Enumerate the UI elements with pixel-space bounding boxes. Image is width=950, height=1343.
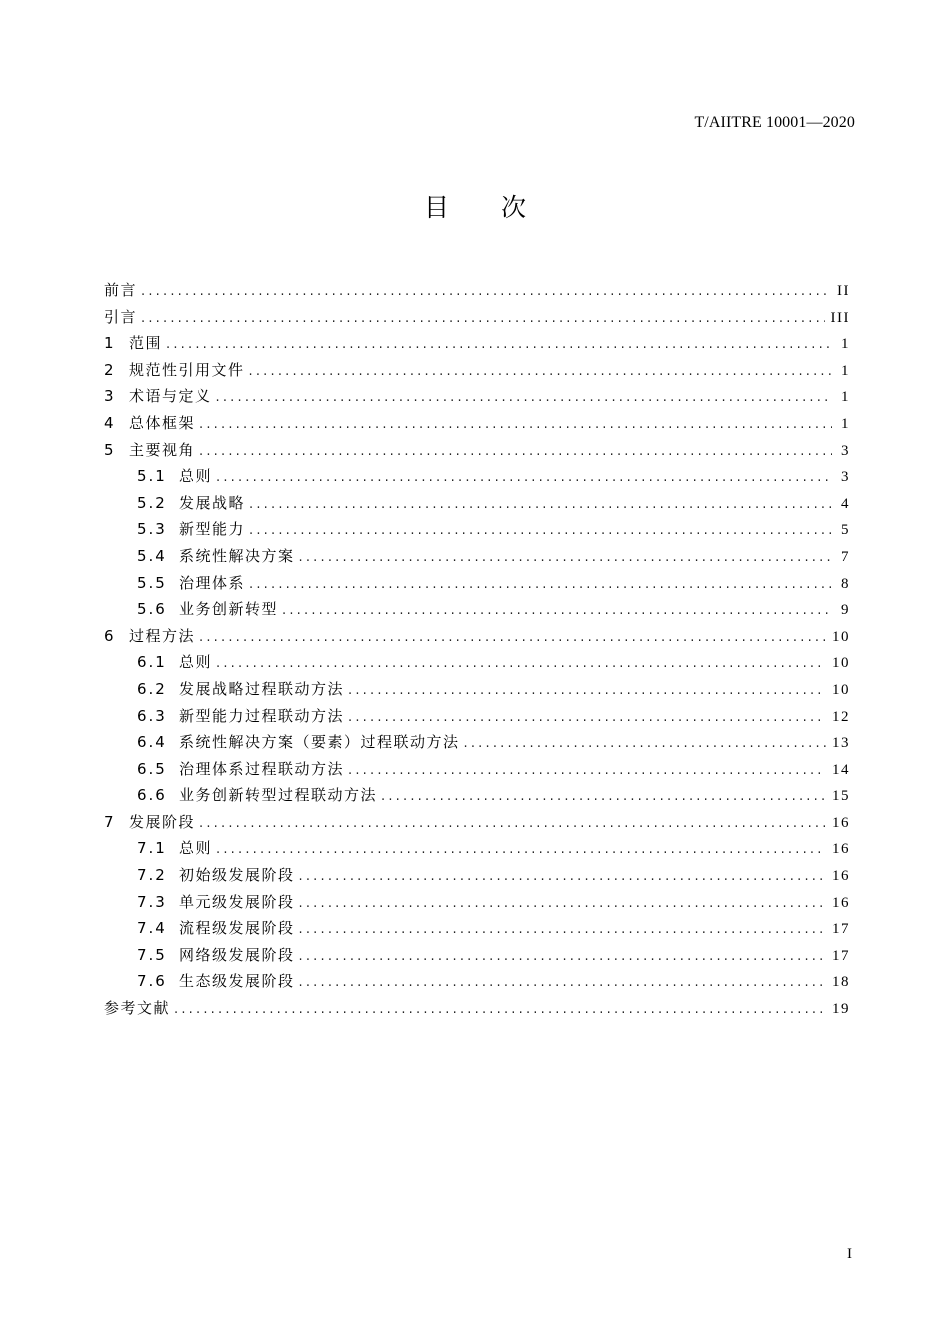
- toc-entry-number: 1: [104, 334, 115, 353]
- toc-dot-leader: [216, 651, 826, 678]
- toc-entry-number: 5.5: [137, 573, 167, 592]
- toc-entry-label: 主要视角: [129, 440, 196, 459]
- toc-entry[interactable]: [104, 623, 850, 650]
- toc-entry[interactable]: [104, 516, 850, 543]
- toc-entry[interactable]: [104, 729, 850, 756]
- toc-entry[interactable]: [104, 915, 850, 942]
- toc-entry[interactable]: [104, 889, 850, 916]
- toc-entry[interactable]: [104, 995, 850, 1022]
- toc-entry-label: 发展战略: [179, 493, 246, 512]
- toc-entry-number: 7.3: [137, 892, 167, 911]
- toc-dot-leader: [299, 864, 826, 891]
- toc-entry[interactable]: [104, 676, 850, 703]
- toc-entry-label: 过程方法: [129, 626, 196, 645]
- toc-dot-leader: [299, 545, 832, 572]
- toc-entry-number: 2: [104, 360, 115, 379]
- toc-heading-char-1: 目: [423, 193, 449, 222]
- toc-dot-leader: [199, 439, 832, 466]
- toc-dot-leader: [348, 678, 826, 705]
- toc-entry-number: 6.2: [137, 679, 167, 698]
- toc-entry-page: 16: [832, 841, 850, 858]
- toc-entry-label: 总体框架: [129, 413, 196, 432]
- toc-dot-leader: [174, 997, 826, 1024]
- toc-entry[interactable]: [104, 277, 850, 304]
- toc-entry-label: 发展阶段: [129, 812, 196, 831]
- toc-dot-leader: [348, 758, 826, 785]
- toc-entry-label: 业务创新转型: [179, 600, 279, 619]
- toc-entry-page: 10: [832, 681, 850, 698]
- toc-entry-number: 6: [104, 626, 115, 645]
- toc-entry[interactable]: [104, 835, 850, 862]
- toc-entry-label: 参考文献: [104, 999, 171, 1018]
- toc-entry-page: 17: [832, 947, 850, 964]
- toc-dot-leader: [464, 731, 826, 758]
- toc-dot-leader: [216, 465, 832, 492]
- toc-dot-leader: [199, 811, 826, 838]
- toc-entry-number: 5: [104, 440, 115, 459]
- toc-entry-label: 总则: [179, 467, 213, 486]
- toc-entry-number: 7: [104, 812, 115, 831]
- toc-entry-page: 16: [832, 868, 850, 885]
- toc-entry-page: 17: [832, 921, 850, 938]
- toc-entry-number: 7.1: [137, 839, 167, 858]
- toc-entry-page: 1: [841, 415, 850, 432]
- toc-entry-page: 10: [832, 628, 850, 645]
- toc-entry[interactable]: [104, 809, 850, 836]
- toc-entry-label: 治理体系: [179, 573, 246, 592]
- toc-entry-label: 生态级发展阶段: [179, 972, 295, 991]
- toc-dot-leader: [166, 332, 832, 359]
- toc-entry-number: 6.3: [137, 706, 167, 725]
- toc-entry-page: 18: [832, 974, 850, 991]
- toc-entry-number: 7.2: [137, 866, 167, 885]
- toc-entry-label: 业务创新转型过程联动方法: [179, 786, 378, 805]
- toc-dot-leader: [141, 279, 831, 306]
- toc-entry[interactable]: [104, 463, 850, 490]
- toc-entry-page: 12: [832, 708, 850, 725]
- toc-entry[interactable]: [104, 703, 850, 730]
- toc-entry[interactable]: [104, 596, 850, 623]
- toc-entry-label: 新型能力: [179, 520, 246, 539]
- toc-entry-label: 新型能力过程联动方法: [179, 706, 345, 725]
- toc-entry-page: 5: [841, 522, 850, 539]
- toc-entry-page: 8: [841, 575, 850, 592]
- toc-entry-number: 5.1: [137, 467, 167, 486]
- toc-entry-page: 7: [841, 548, 850, 565]
- toc-entry[interactable]: [104, 649, 850, 676]
- toc-dot-leader: [299, 944, 826, 971]
- toc-entry[interactable]: [104, 543, 850, 570]
- toc-dot-leader: [249, 492, 832, 519]
- toc-entry[interactable]: [104, 942, 850, 969]
- toc-heading: [0, 188, 950, 224]
- toc-entry[interactable]: [104, 304, 850, 331]
- toc-dot-leader: [199, 625, 826, 652]
- table-of-contents: [104, 277, 850, 1022]
- toc-entry-label: 引言: [104, 307, 138, 326]
- toc-entry-number: 5.2: [137, 493, 167, 512]
- toc-entry-number: 7.4: [137, 919, 167, 938]
- toc-entry-page: 10: [832, 655, 850, 672]
- toc-entry-number: 5.4: [137, 546, 167, 565]
- toc-entry-page: 13: [832, 735, 850, 752]
- toc-entry-label: 流程级发展阶段: [179, 919, 295, 938]
- toc-entry-number: 5.6: [137, 600, 167, 619]
- toc-entry-page: 19: [832, 1001, 850, 1018]
- page-folio: I: [847, 1246, 852, 1262]
- toc-entry-number: 6.6: [137, 786, 167, 805]
- toc-entry[interactable]: [104, 437, 850, 464]
- toc-entry-page: 15: [832, 788, 850, 805]
- toc-entry-label: 总则: [179, 653, 213, 672]
- toc-entry[interactable]: [104, 330, 850, 357]
- toc-entry-page: 4: [841, 495, 850, 512]
- toc-entry-number: 7.6: [137, 972, 167, 991]
- toc-entry[interactable]: [104, 357, 850, 384]
- toc-entry-label: 初始级发展阶段: [179, 866, 295, 885]
- toc-entry-page: III: [830, 309, 850, 326]
- toc-dot-leader: [141, 306, 824, 333]
- document-code: T/AIITRE 10001—2020: [694, 114, 855, 131]
- toc-entry-page: 1: [841, 336, 850, 353]
- toc-dot-leader: [216, 385, 832, 412]
- toc-entry-page: 9: [841, 602, 850, 619]
- toc-entry[interactable]: [104, 383, 850, 410]
- toc-entry-label: 系统性解决方案（要素）过程联动方法: [179, 733, 460, 752]
- toc-dot-leader: [299, 891, 826, 918]
- toc-entry-page: 1: [841, 389, 850, 406]
- toc-dot-leader: [199, 412, 832, 439]
- toc-dot-leader: [348, 705, 826, 732]
- toc-entry-label: 规范性引用文件: [129, 360, 245, 379]
- toc-entry-label: 发展战略过程联动方法: [179, 679, 345, 698]
- toc-entry-number: 6.1: [137, 653, 167, 672]
- toc-entry-label: 系统性解决方案: [179, 546, 295, 565]
- toc-entry-page: 16: [832, 814, 850, 831]
- toc-entry[interactable]: [104, 862, 850, 889]
- toc-dot-leader: [249, 518, 832, 545]
- toc-entry-label: 前言: [104, 281, 138, 299]
- toc-entry-number: 3: [104, 387, 115, 406]
- toc-dot-leader: [249, 572, 832, 599]
- toc-entry-label: 术语与定义: [129, 387, 212, 406]
- toc-entry[interactable]: [104, 968, 850, 995]
- toc-entry-label: 范围: [129, 334, 163, 353]
- toc-entry[interactable]: [104, 782, 850, 809]
- toc-entry[interactable]: [104, 756, 850, 783]
- toc-entry-number: 5.3: [137, 520, 167, 539]
- toc-entry[interactable]: [104, 570, 850, 597]
- toc-entry-page: 3: [841, 469, 850, 486]
- toc-entry-label: 总则: [179, 839, 213, 858]
- toc-entry-page: II: [837, 283, 850, 299]
- toc-entry-page: 16: [832, 894, 850, 911]
- toc-dot-leader: [381, 784, 826, 811]
- toc-entry-number: 4: [104, 413, 115, 432]
- toc-entry[interactable]: [104, 490, 850, 517]
- toc-dot-leader: [299, 917, 826, 944]
- toc-entry-label: 治理体系过程联动方法: [179, 759, 345, 778]
- toc-entry-page: 14: [832, 761, 850, 778]
- toc-entry-label: 单元级发展阶段: [179, 892, 295, 911]
- toc-entry-page: 1: [841, 362, 850, 379]
- toc-entry-page: 3: [841, 442, 850, 459]
- toc-dot-leader: [282, 598, 832, 625]
- toc-entry-number: 6.5: [137, 759, 167, 778]
- toc-entry-label: 网络级发展阶段: [179, 945, 295, 964]
- toc-entry-number: 7.5: [137, 945, 167, 964]
- toc-dot-leader: [216, 837, 826, 864]
- toc-heading-char-2: 次: [501, 193, 527, 222]
- toc-entry-number: 6.4: [137, 733, 167, 752]
- toc-dot-leader: [249, 359, 832, 386]
- toc-dot-leader: [299, 970, 826, 997]
- toc-entry[interactable]: [104, 410, 850, 437]
